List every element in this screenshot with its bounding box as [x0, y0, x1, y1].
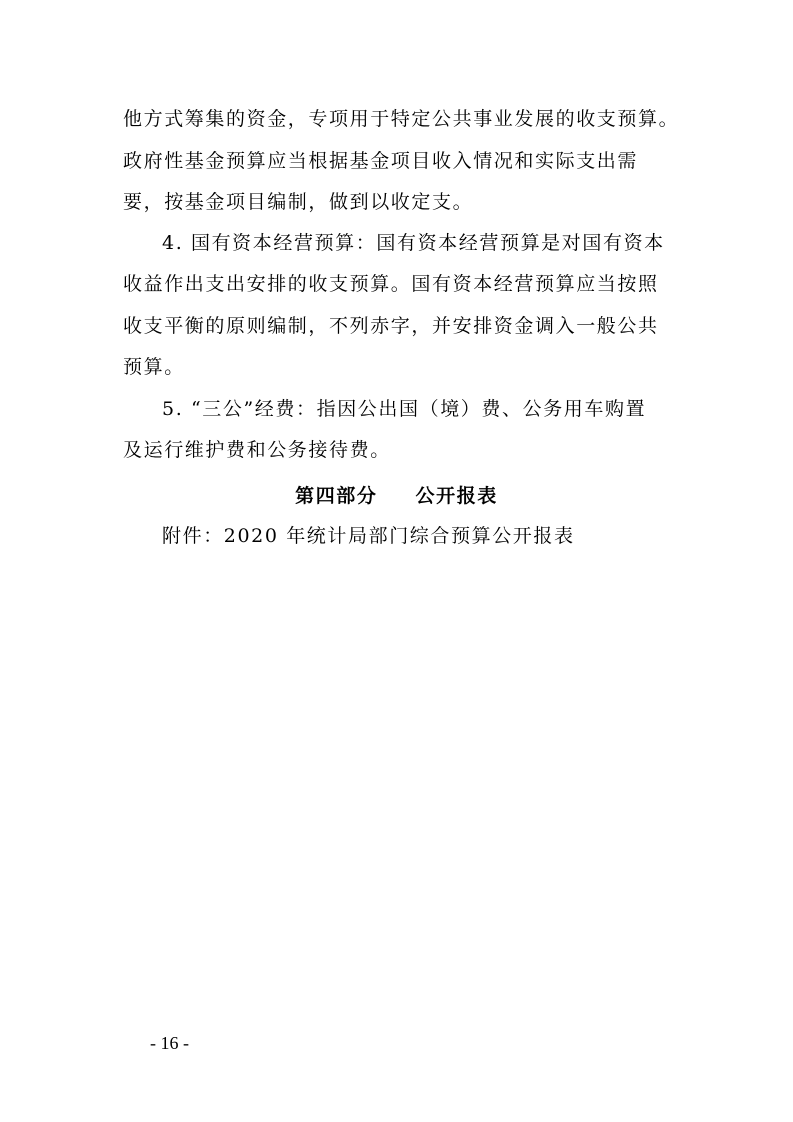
- body-text-line: 要，按基金项目编制，做到以收定支。: [123, 191, 474, 213]
- page-number: - 16 -: [150, 1033, 189, 1053]
- body-text-line: 5. “三公”经费：指因公出国（境）费、公务用车购置: [162, 398, 647, 420]
- body-text-line: 他方式筹集的资金，专项用于特定公共事业发展的收支预算。: [123, 108, 680, 130]
- body-text-line: 政府性基金预算应当根据基金项目收入情况和实际支出需: [123, 150, 639, 172]
- section-heading: [0, 484, 793, 508]
- attachment-note: 附件：2020 年统计局部门综合预算公开报表: [162, 525, 575, 547]
- section-part-label: 第四部分: [295, 485, 378, 507]
- section-title: 公开报表: [415, 485, 498, 507]
- body-text-line: 及运行维护费和公务接待费。: [123, 439, 391, 461]
- body-text-line: 预算。: [123, 356, 185, 378]
- body-text-line: 收支平衡的原则编制，不列赤字，并安排资金调入一般公共: [123, 315, 659, 337]
- body-text-line: 收益作出支出安排的收支预算。国有资本经营预算应当按照: [123, 273, 659, 295]
- body-text-line: 4. 国有资本经营预算：国有资本经营预算是对国有资本: [162, 232, 665, 254]
